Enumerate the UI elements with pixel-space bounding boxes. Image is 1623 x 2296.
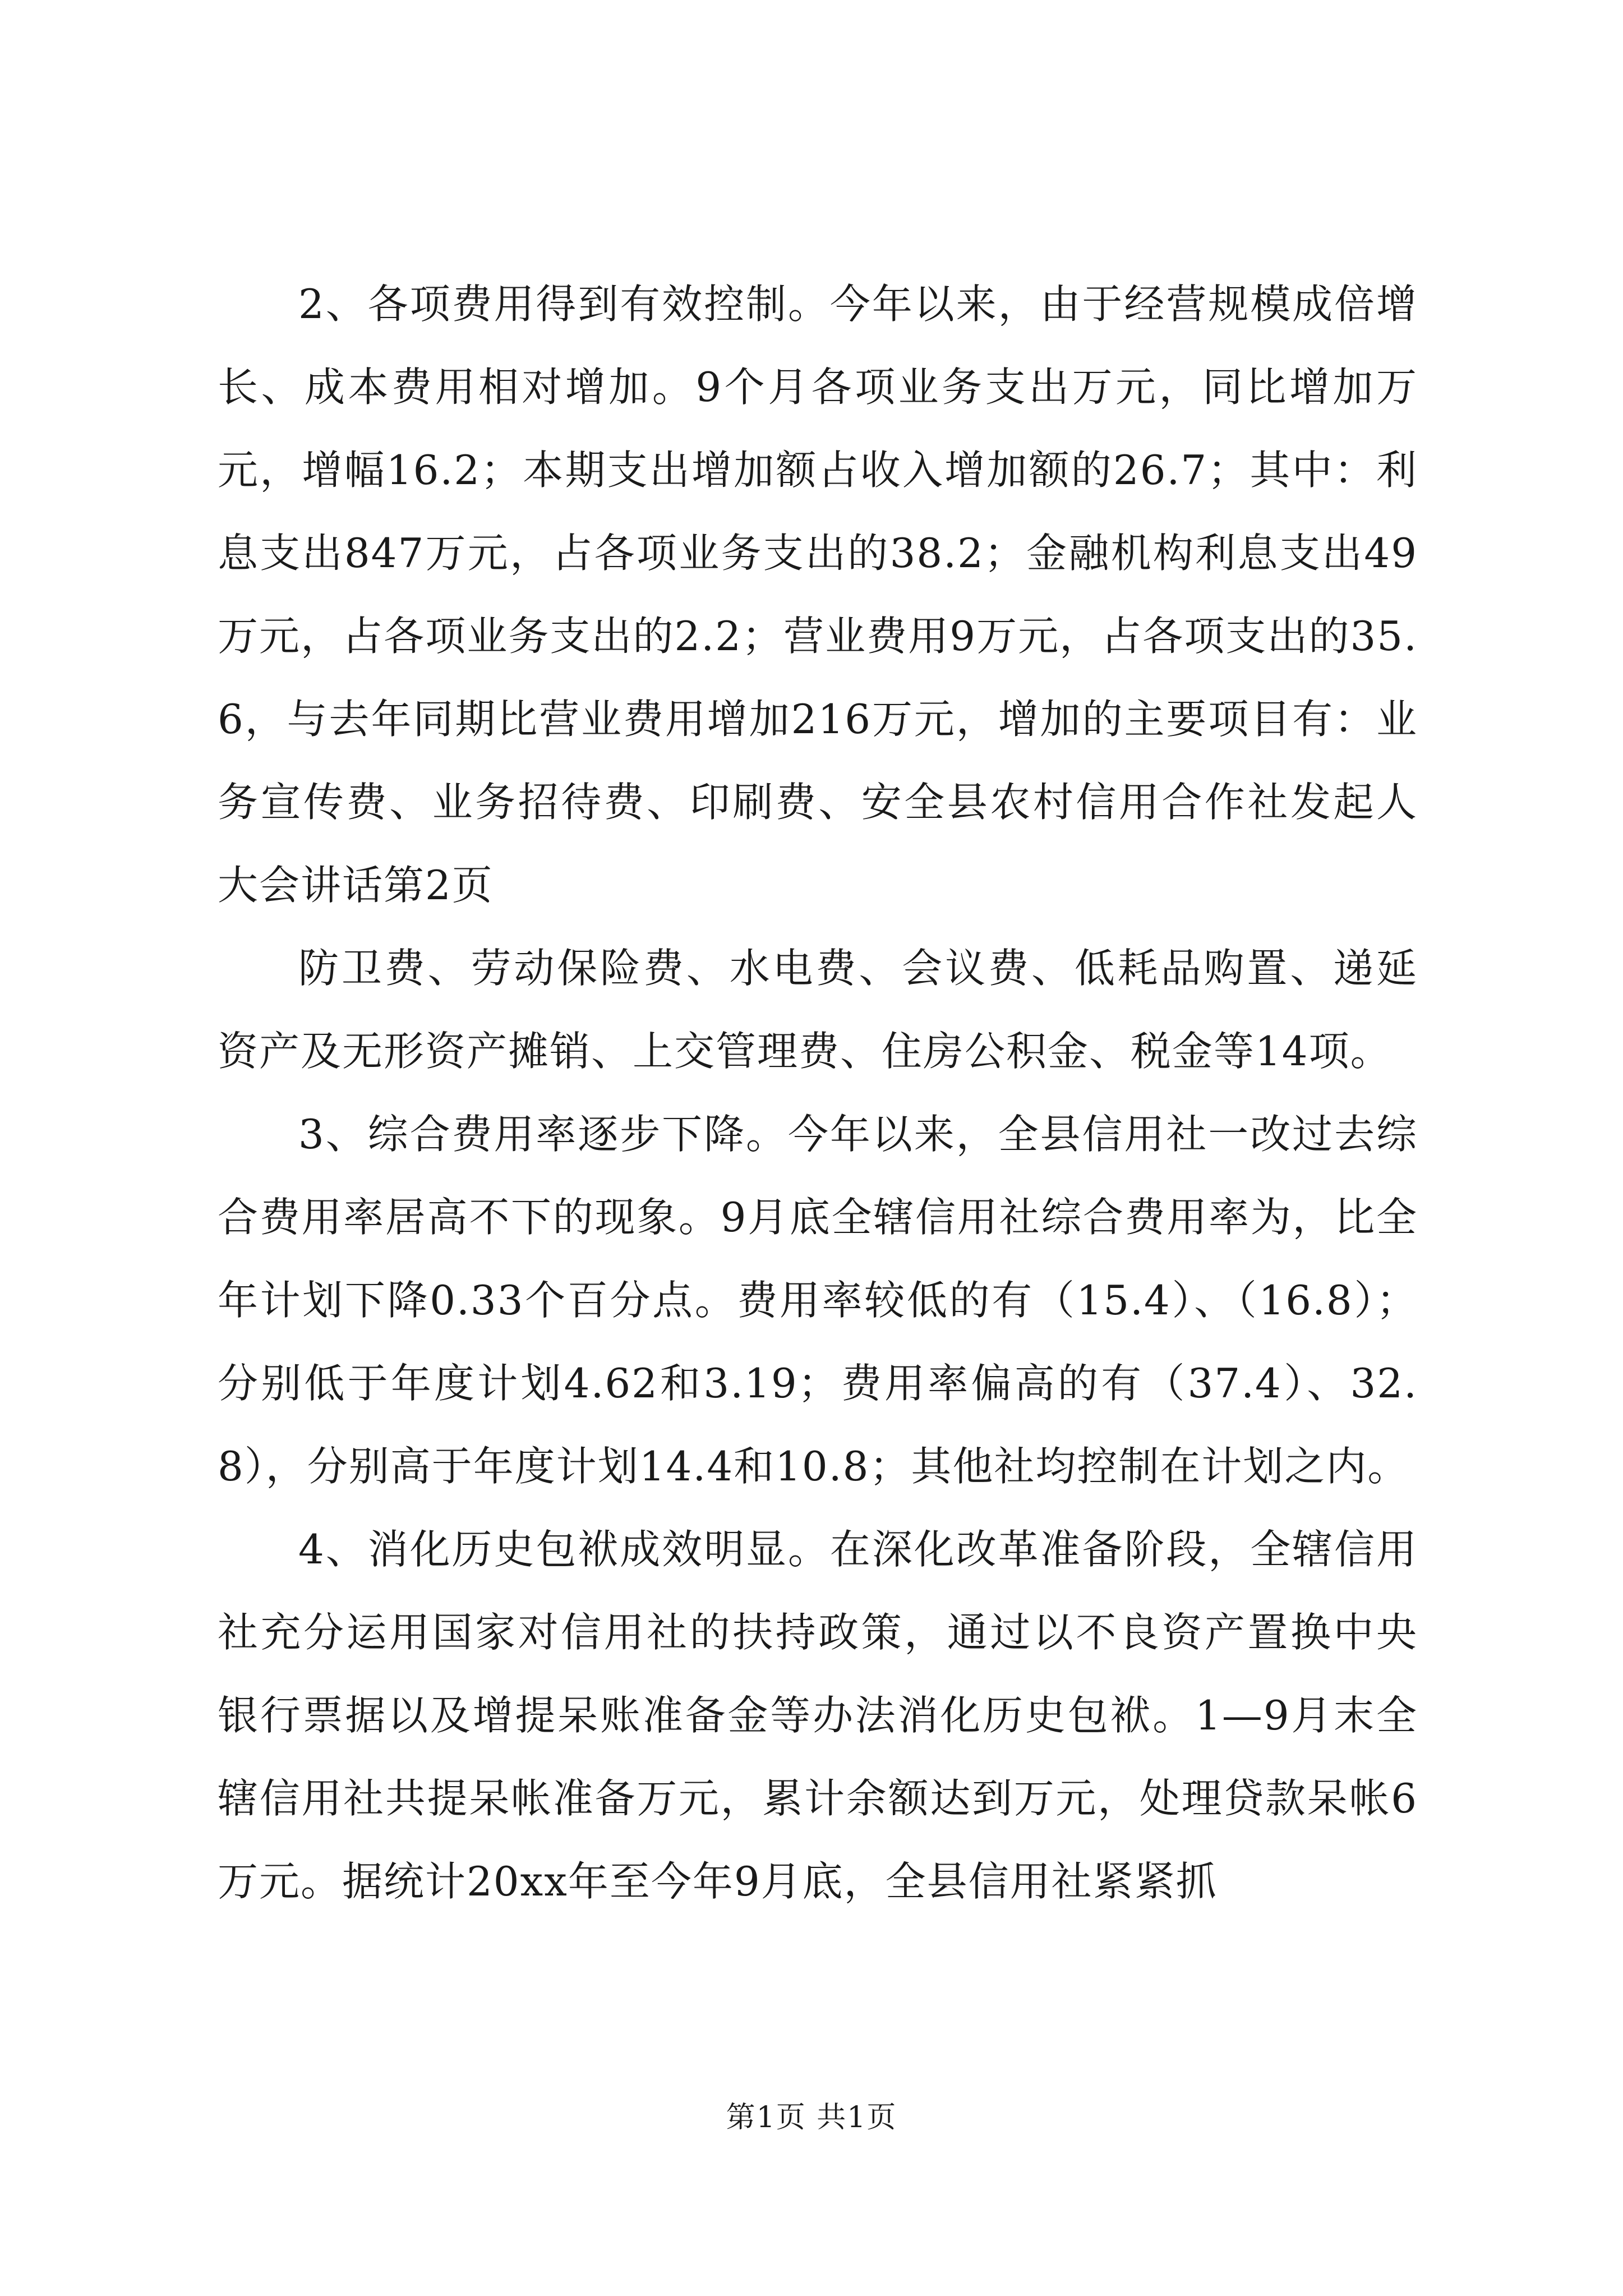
document-body: [218, 263, 1418, 1923]
paragraph-expense-control: 2、各项费用得到有效控制。今年以来，由于经营规模成倍增长、成本费用相对增加。9个月各项业务支出万元，同比增加万元，增幅16.2；本期支出增加额占收入增加额的26.7；其中：利息支出847万元，占各项业务支出的38.2；金融机构利息支出49万元，占各项业务支出的2.2；营业费用9万元，占各项支出的35.6，与去年同期比营业费用增加216万元，增加的主要项目有：业务宣传费、业务招待费、印刷费、安全县农村信用合作社发起人大会讲话第2页: [218, 280, 1418, 909]
page-footer: 第1页 共1页: [726, 2101, 897, 2134]
paragraph-historical-burden: 4、消化历史包袱成效明显。在深化改革准备阶段，全辖信用社充分运用国家对信用社的扶持政策，通过以不良资产置换中央银行票据以及增提呆账准备金等办法消化历史包袱。1—9月末全辖信用社共提呆帐准备万元，累计余额达到万元，处理贷款呆帐6万元。据统计20xx年至今年9月底，全县信用社紧紧抓: [218, 1526, 1418, 1905]
paragraph-expense-items: 防卫费、劳动保险费、水电费、会议费、低耗品购置、递延资产及无形资产摊销、上交管理费、住房公积金、税金等14项。: [218, 945, 1418, 1075]
paragraph-cost-rate: 3、综合费用率逐步下降。今年以来，全县信用社一改过去综合费用率居高不下的现象。9月底全辖信用社综合费用率为，比全年计划下降0.33个百分点。费用率较低的有（15.4）、（16.8）；分别低于年度计划4.62和3.19；费用率偏高的有（37.4）、32.8），分别高于年度计划14.4和10.8；其他社均控制在计划之内。: [218, 1111, 1418, 1490]
